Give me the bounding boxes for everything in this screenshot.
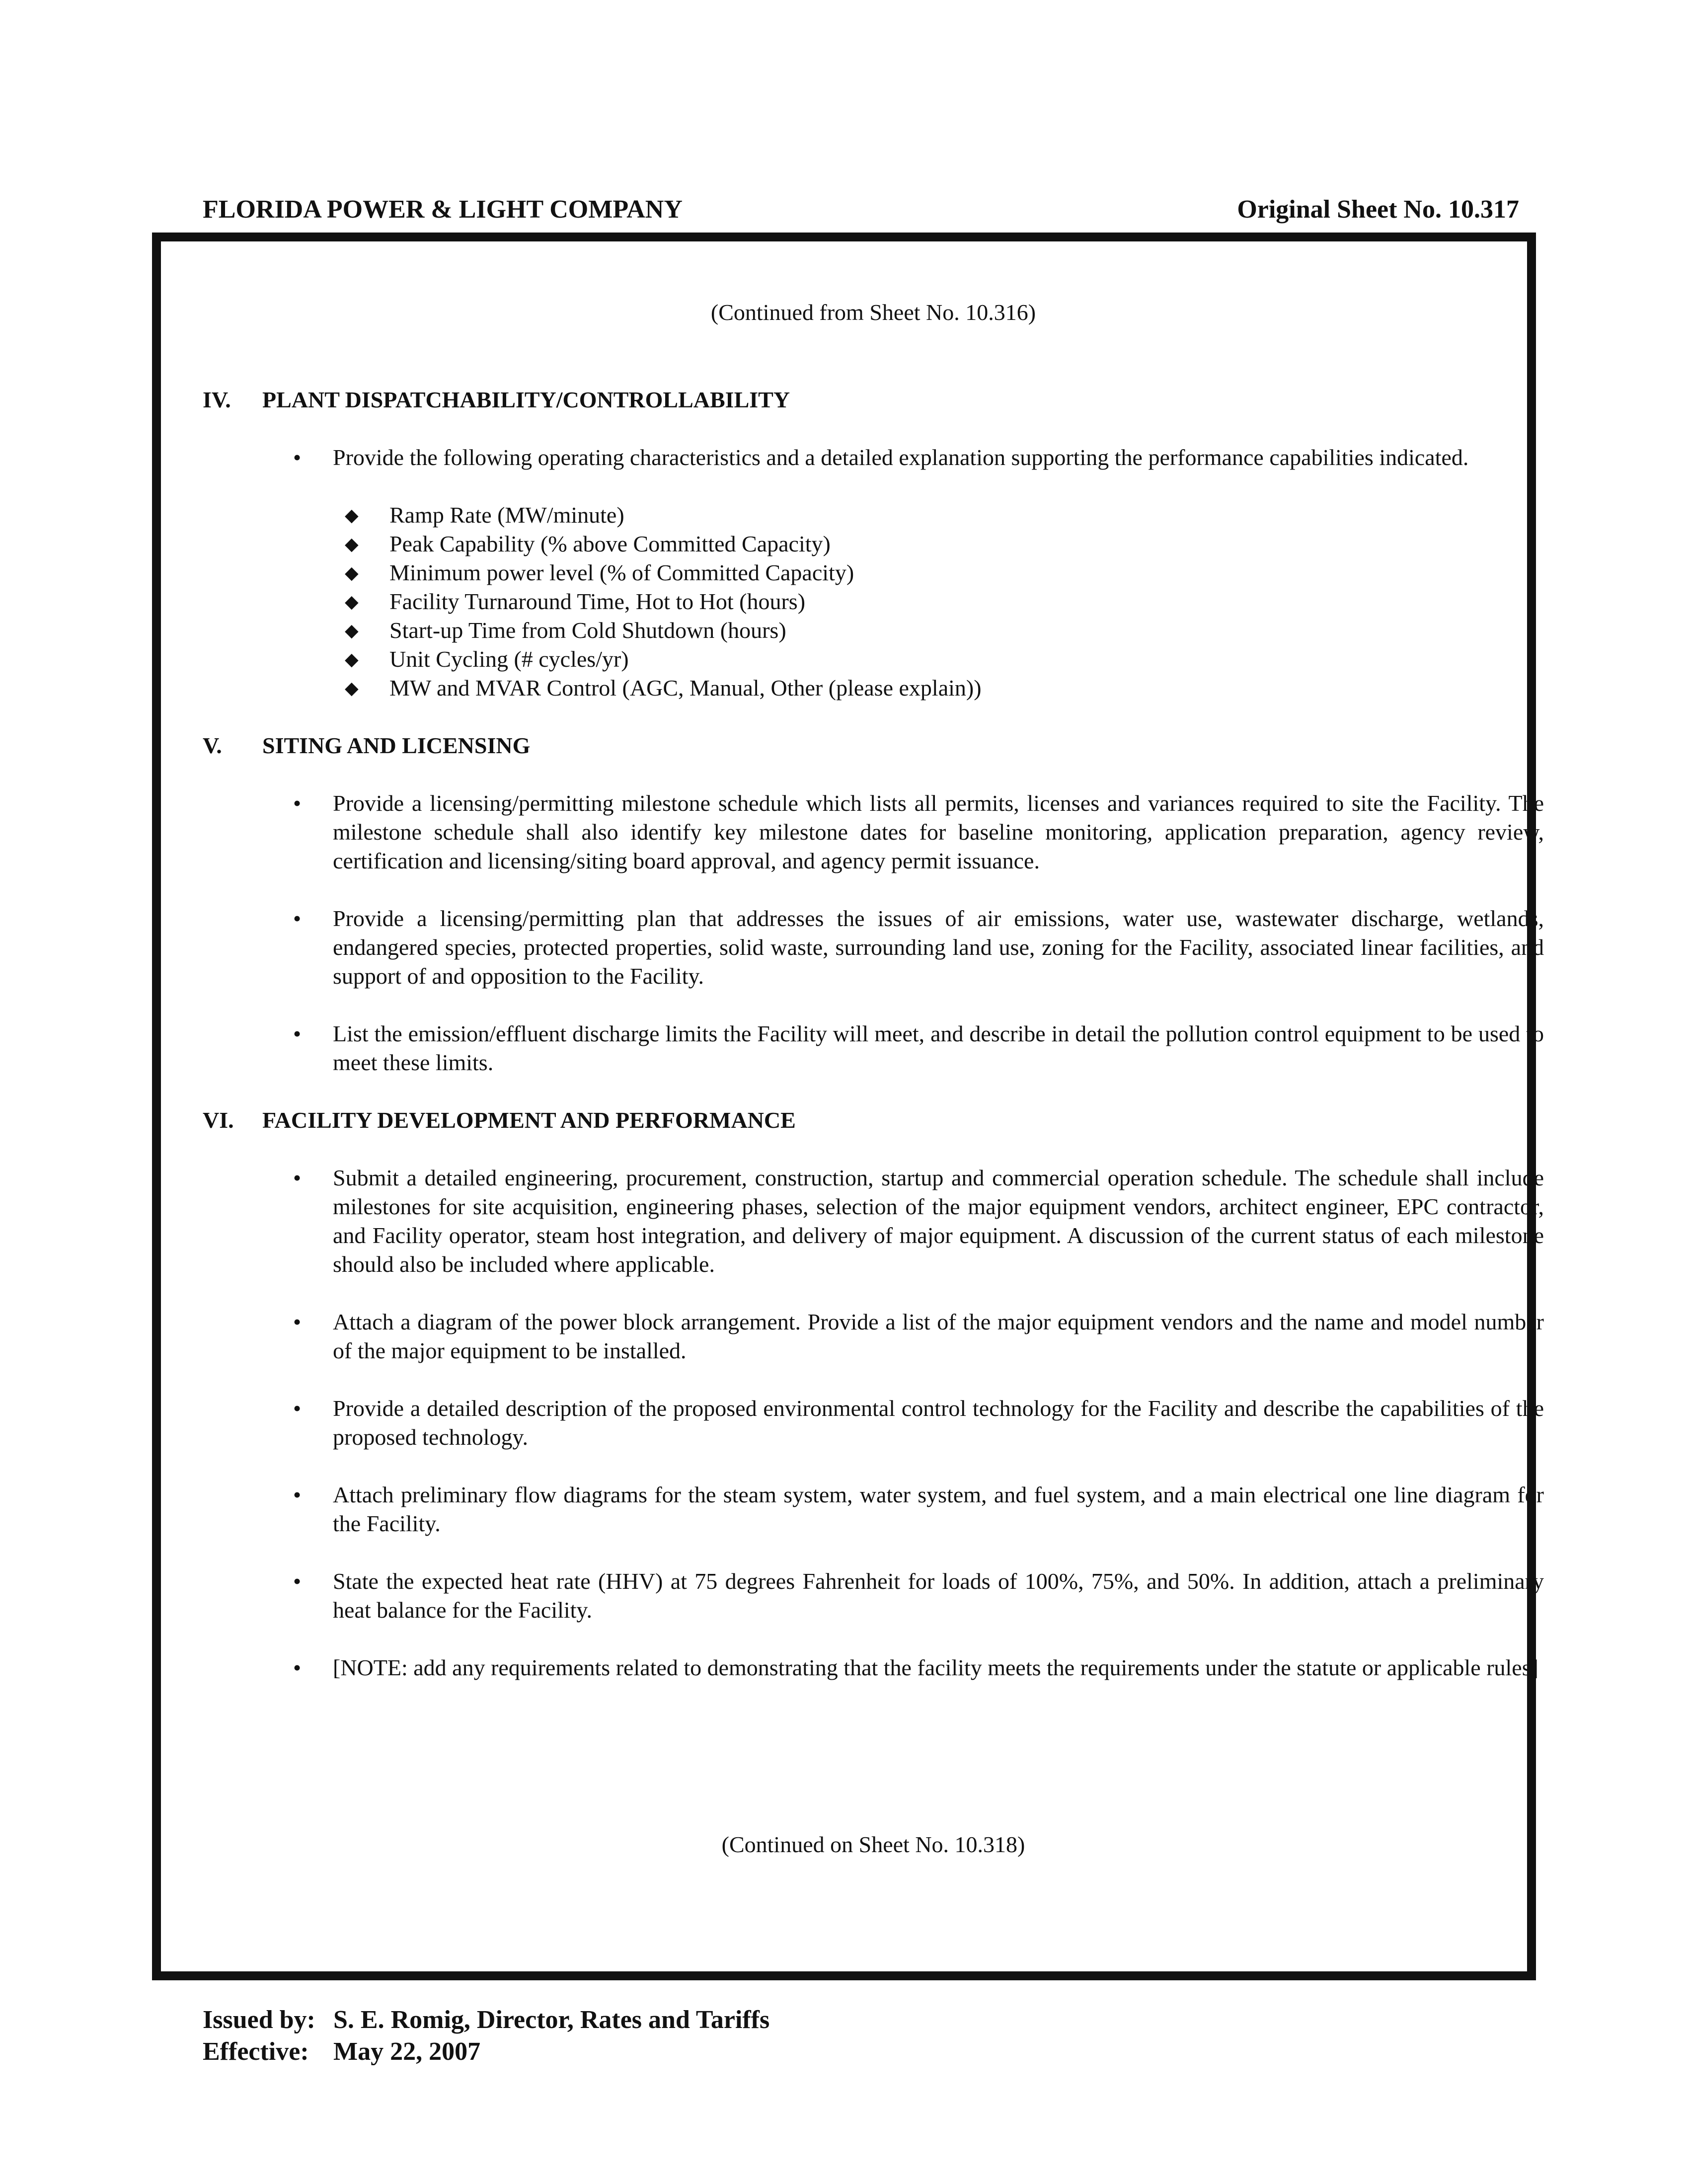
diamond-bullet-icon: ◆ xyxy=(345,649,359,669)
bullet-text: State the expected heat rate (HHV) at 75 degrees Fahrenheit for loads of 100%, 75%, and 50%. In addition, attach a preliminary heat balance for the Facility. xyxy=(333,1568,1544,1623)
spacer xyxy=(203,991,1544,1019)
bullet-text: Attach a diagram of the power block arrangement. Provide a list of the major equipment vendors and the name and model number of the major equipment to be installed. xyxy=(333,1309,1544,1363)
spacer xyxy=(203,875,1544,904)
continued-on-note: (Continued on Sheet No. 10.318) xyxy=(721,1832,1025,1857)
section-iv xyxy=(203,386,1544,702)
bullet-icon: • xyxy=(293,1568,302,1594)
diamond-bullet-icon: ◆ xyxy=(345,505,359,525)
diamond-bullet-icon: ◆ xyxy=(345,678,359,698)
characteristic-text: Facility Turnaround Time, Hot to Hot (hours) xyxy=(389,589,806,614)
bullet-list xyxy=(203,443,1544,472)
bullet-icon: • xyxy=(293,445,302,470)
section-title: SITING AND LICENSING xyxy=(262,733,531,758)
spacer xyxy=(203,1452,1544,1481)
bullet-icon: • xyxy=(293,1021,302,1046)
section-number: VI. xyxy=(203,1107,234,1133)
bullet-icon: • xyxy=(293,906,302,931)
list-item xyxy=(203,645,1544,674)
list-item xyxy=(203,1481,1544,1538)
bullet-text: Submit a detailed engineering, procurement, construction, startup and commercial operation schedule. The schedule shall include milestones for site acquisition, engineering phases, selection of the major equipment vendors, architect engineer, EPC contractor, and Facility operator, steam host integration, and delivery of major equipment. A discussion of the current status of each milestone should also be included where applicable. xyxy=(333,1165,1544,1277)
diamond-bullet-icon: ◆ xyxy=(345,621,359,640)
bullet-text: List the emission/effluent discharge limits the Facility will meet, and describe in detail the pollution control equipment to be used to meet these limits. xyxy=(333,1021,1544,1075)
section-number: IV. xyxy=(203,387,231,412)
list-item xyxy=(203,587,1544,616)
effective-label: Effective: xyxy=(203,2037,309,2066)
list-item xyxy=(203,501,1544,530)
characteristic-text: Minimum power level (% of Committed Capacity) xyxy=(389,560,854,585)
characteristic-text: Unit Cycling (# cycles/yr) xyxy=(389,646,629,672)
list-item xyxy=(203,1394,1544,1452)
continued-from-note: (Continued from Sheet No. 10.316) xyxy=(710,300,1036,325)
section-title: PLANT DISPATCHABILITY/CONTROLLABILITY xyxy=(262,387,790,412)
bullet-text: Provide a licensing/permitting plan that addresses the issues of air emissions, water use, wastewater discharge, wetlands, endangered species, protected properties, solid waste, surrounding land use, zoning for the Facility, associated linear facilities, and support of and opposition to the Facility. xyxy=(333,906,1544,989)
bullet-text: [NOTE: add any requirements related to demonstrating that the facility meets the requirements under the statute or applicable rules] xyxy=(333,1655,1538,1680)
spacer xyxy=(203,1279,1544,1308)
issued-value: S. E. Romig, Director, Rates and Tariffs xyxy=(333,2006,770,2034)
section-heading xyxy=(203,1106,1544,1135)
bullet-icon: • xyxy=(293,790,302,816)
section-heading xyxy=(203,731,1544,760)
list-item xyxy=(203,1019,1544,1077)
bullet-icon: • xyxy=(293,1655,302,1680)
spacer xyxy=(203,1365,1544,1394)
diamond-bullet-icon: ◆ xyxy=(345,534,359,554)
diamond-bullet-icon: ◆ xyxy=(345,592,359,612)
bullet-icon: • xyxy=(293,1165,302,1190)
list-item xyxy=(203,674,1544,702)
characteristics-list xyxy=(203,501,1544,702)
bullet-text: Provide a licensing/permitting milestone schedule which lists all permits, licenses and variances required to site the Facility. The milestone schedule shall also identify key milestone dates for baseline monitoring, application preparation, agency review, certification and licensing/siting board approval, and agency permit issuance. xyxy=(333,790,1544,873)
section-title: FACILITY DEVELOPMENT AND PERFORMANCE xyxy=(262,1107,796,1133)
bullet-list xyxy=(203,1164,1544,1682)
list-item xyxy=(203,1567,1544,1625)
list-item xyxy=(203,1308,1544,1365)
list-item xyxy=(203,789,1544,875)
document-body xyxy=(203,298,1544,1682)
list-item xyxy=(203,558,1544,587)
bullet-text: Provide a detailed description of the proposed environmental control technology for the Facility and describe the capabilities of the proposed technology. xyxy=(333,1396,1544,1450)
page-footer xyxy=(203,2004,769,2068)
list-item xyxy=(203,443,1544,472)
issued-label: Issued by: xyxy=(203,2006,315,2034)
section-heading xyxy=(203,386,1544,414)
list-item xyxy=(203,530,1544,558)
list-item xyxy=(203,904,1544,991)
characteristic-text: Start-up Time from Cold Shutdown (hours) xyxy=(389,618,786,643)
characteristic-text: MW and MVAR Control (AGC, Manual, Other (please explain)) xyxy=(389,675,982,701)
sheet-number: Original Sheet No. 10.317 xyxy=(1237,195,1519,224)
company-name: FLORIDA POWER & LIGHT COMPANY xyxy=(203,195,683,224)
bullet-list xyxy=(203,789,1544,1077)
bullet-text: Provide the following operating characteristics and a detailed explanation supporting the performance capabilities indicated. xyxy=(333,445,1469,470)
bullet-text: Attach preliminary flow diagrams for the steam system, water system, and fuel system, and a main electrical one line diagram for the Facility. xyxy=(333,1482,1544,1536)
effective-line xyxy=(203,2036,769,2068)
spacer xyxy=(203,1538,1544,1567)
list-item xyxy=(203,1653,1544,1682)
list-item xyxy=(203,616,1544,645)
bullet-icon: • xyxy=(293,1396,302,1421)
diamond-bullet-icon: ◆ xyxy=(345,563,359,583)
effective-value: May 22, 2007 xyxy=(333,2037,481,2066)
bullet-icon: • xyxy=(293,1482,302,1507)
section-v xyxy=(203,731,1544,1077)
characteristic-text: Peak Capability (% above Committed Capacity) xyxy=(389,531,831,556)
spacer xyxy=(203,1625,1544,1653)
bullet-icon: • xyxy=(293,1309,302,1334)
list-item xyxy=(203,1164,1544,1279)
issued-by-line xyxy=(203,2004,769,2036)
section-number: V. xyxy=(203,733,222,758)
characteristic-text: Ramp Rate (MW/minute) xyxy=(389,502,624,528)
section-vi xyxy=(203,1106,1544,1682)
